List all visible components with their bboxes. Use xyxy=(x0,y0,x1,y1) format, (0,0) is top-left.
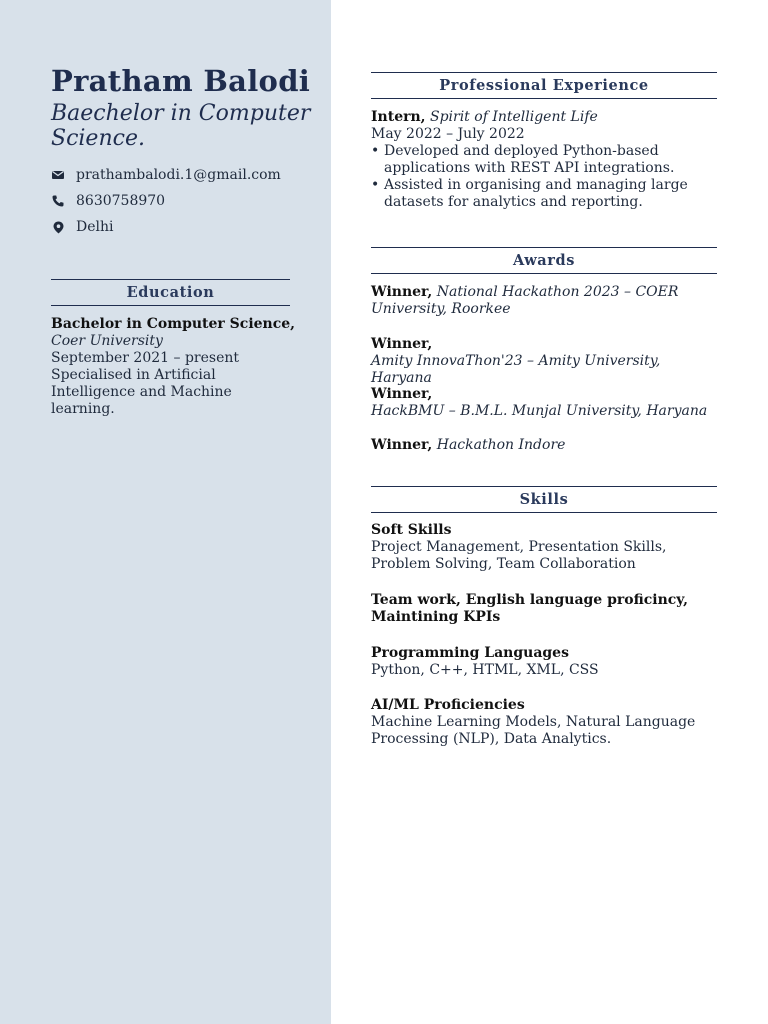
award-label: Winner, xyxy=(371,437,433,453)
experience-bullet: • Developed and deployed Python-based applications with REST API integrations. xyxy=(371,143,721,177)
award-detail: Hackathon Indore xyxy=(436,437,566,453)
awards-heading: Awards xyxy=(371,247,717,274)
award-item xyxy=(371,437,721,454)
award-detail: Amity InnovaThon'23 – Amity University, Haryana xyxy=(371,353,661,386)
experience-heading: Professional Experience xyxy=(371,72,717,99)
skill-group xyxy=(371,592,721,626)
skill-group xyxy=(371,697,721,748)
award-item xyxy=(371,386,721,420)
education-degree: Bachelor in Computer Science, xyxy=(51,316,296,332)
experience-dates: May 2022 – July 2022 xyxy=(371,126,525,142)
skill-group-title: Team work, English language proficincy, Maintining KPIs xyxy=(371,592,688,625)
award-label: Winner, xyxy=(371,386,433,402)
award-item xyxy=(371,284,721,318)
contact-phone[interactable] xyxy=(51,193,165,209)
skill-group xyxy=(371,522,721,573)
skill-group-text: Machine Learning Models, Natural Language Processing (NLP), Data Analytics. xyxy=(371,714,696,747)
location-text: Delhi xyxy=(76,219,114,235)
education-dates: September 2021 – present xyxy=(51,350,239,366)
skill-group-title: Soft Skills xyxy=(371,522,452,538)
education-note: Specialised in Artificial Intelligence and Machine learning. xyxy=(51,367,232,417)
award-label: Winner, xyxy=(371,284,433,300)
person-title: Baechelor in Computer Science. xyxy=(51,101,311,151)
phone-text: 8630758970 xyxy=(76,193,166,209)
education-heading: Education xyxy=(51,279,290,306)
contact-location xyxy=(51,219,113,235)
skill-group xyxy=(371,645,721,679)
person-name: Pratham Balodi xyxy=(51,64,311,98)
email-text: prathambalodi.1@gmail.com xyxy=(76,167,281,183)
experience-role: Intern, xyxy=(371,109,426,125)
experience-entry xyxy=(371,109,721,211)
skill-group-title: Programming Languages xyxy=(371,645,569,661)
map-pin-icon xyxy=(51,220,65,234)
phone-icon xyxy=(51,194,65,208)
award-label: Winner, xyxy=(371,336,433,352)
skill-group-title: AI/ML Proficiencies xyxy=(371,697,525,713)
education-entry xyxy=(51,316,296,418)
experience-company: Spirit of Intelligent Life xyxy=(429,109,598,125)
experience-bullet: • Assisted in organising and managing large datasets for analytics and reporting. xyxy=(371,177,721,211)
envelope-icon xyxy=(51,168,65,182)
skills-heading: Skills xyxy=(371,486,717,513)
award-item xyxy=(371,336,721,387)
skill-group-text: Python, C++, HTML, XML, CSS xyxy=(371,662,599,678)
award-detail: HackBMU – B.M.L. Munjal University, Haryana xyxy=(371,403,708,419)
sidebar xyxy=(0,0,331,1024)
contact-email[interactable] xyxy=(51,167,281,183)
award-detail: National Hackathon 2023 – COER University, Roorkee xyxy=(371,284,679,317)
education-school: Coer University xyxy=(51,333,163,349)
skill-group-text: Project Management, Presentation Skills, Problem Solving, Team Collaboration xyxy=(371,539,667,572)
experience-bullets xyxy=(371,143,721,211)
